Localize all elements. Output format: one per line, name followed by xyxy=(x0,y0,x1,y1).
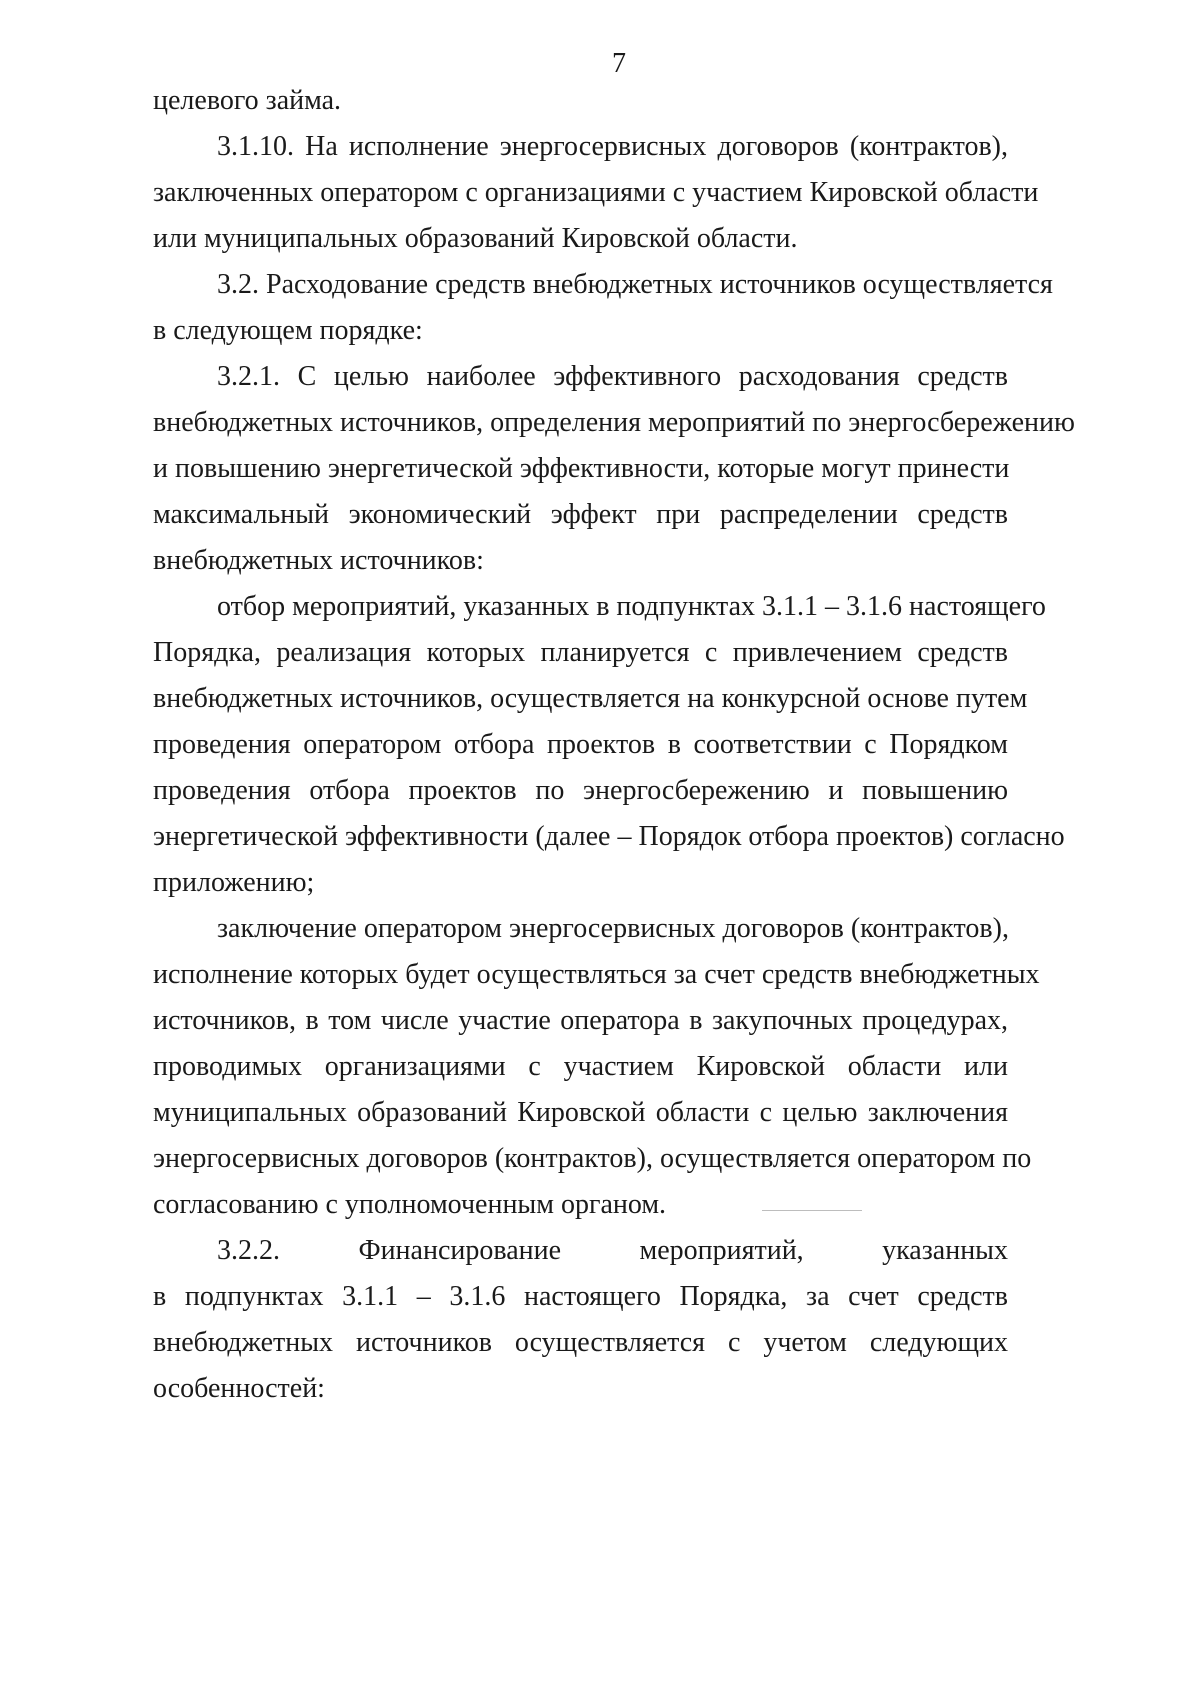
text-line: заключение оператором энергосервисных договоров (контрактов), xyxy=(217,913,1009,944)
text-line: приложению; xyxy=(153,867,315,898)
text-line: согласованию с уполномоченным органом. xyxy=(153,1189,667,1220)
text-line: максимальный экономический эффект при распределении средств xyxy=(153,499,1008,530)
text-line: отбор мероприятий, указанных в подпунктах 3.1.1 – 3.1.6 настоящего xyxy=(217,591,1046,622)
text-line: проводимых организациями с участием Кировской области или xyxy=(153,1051,1008,1082)
text-line: целевого займа. xyxy=(153,85,342,116)
text-line: Порядка, реализация которых планируется с привлечением средств xyxy=(153,637,1008,668)
text-line: энергетической эффективности (далее – Порядок отбора проектов) согласно xyxy=(153,821,1065,852)
text-line: внебюджетных источников, осуществляется на конкурсной основе путем xyxy=(153,683,1028,714)
text-line: 3.2. Расходование средств внебюджетных источников осуществляется xyxy=(217,269,1053,300)
text-line: муниципальных образований Кировской области с целью заключения xyxy=(153,1097,1008,1128)
text-line: или муниципальных образований Кировской области. xyxy=(153,223,798,254)
scan-mark xyxy=(762,1210,862,1211)
document-body xyxy=(153,78,1075,1412)
text-line: проведения оператором отбора проектов в соответствии с Порядком xyxy=(153,729,1008,760)
text-line: и повышению энергетической эффективности, которые могут принести xyxy=(153,453,1010,484)
text-line: исполнение которых будет осуществляться за счет средств внебюджетных xyxy=(153,959,1040,990)
text-line: 3.1.10. На исполнение энергосервисных договоров (контрактов), xyxy=(217,131,1008,162)
page-number: 7 xyxy=(612,48,626,79)
text-line: 3.2.2. Финансирование мероприятий, указанных xyxy=(217,1235,1008,1266)
text-line: внебюджетных источников осуществляется с учетом следующих xyxy=(153,1327,1008,1358)
text-line: особенностей: xyxy=(153,1373,325,1404)
text-line: внебюджетных источников: xyxy=(153,545,484,576)
text-line: в следующем порядке: xyxy=(153,315,423,346)
text-line: в подпунктах 3.1.1 – 3.1.6 настоящего Порядка, за счет средств xyxy=(153,1281,1008,1312)
text-line: проведения отбора проектов по энергосбережению и повышению xyxy=(153,775,1008,806)
text-line: источников, в том числе участие оператора в закупочных процедурах, xyxy=(153,1005,1008,1036)
text-line: заключенных оператором с организациями с участием Кировской области xyxy=(153,177,1039,208)
text-line: внебюджетных источников, определения мероприятий по энергосбережению xyxy=(153,407,1075,438)
text-line: 3.2.1. С целью наиболее эффективного расходования средств xyxy=(217,361,1008,392)
text-line: энергосервисных договоров (контрактов), осуществляется оператором по xyxy=(153,1143,1032,1174)
